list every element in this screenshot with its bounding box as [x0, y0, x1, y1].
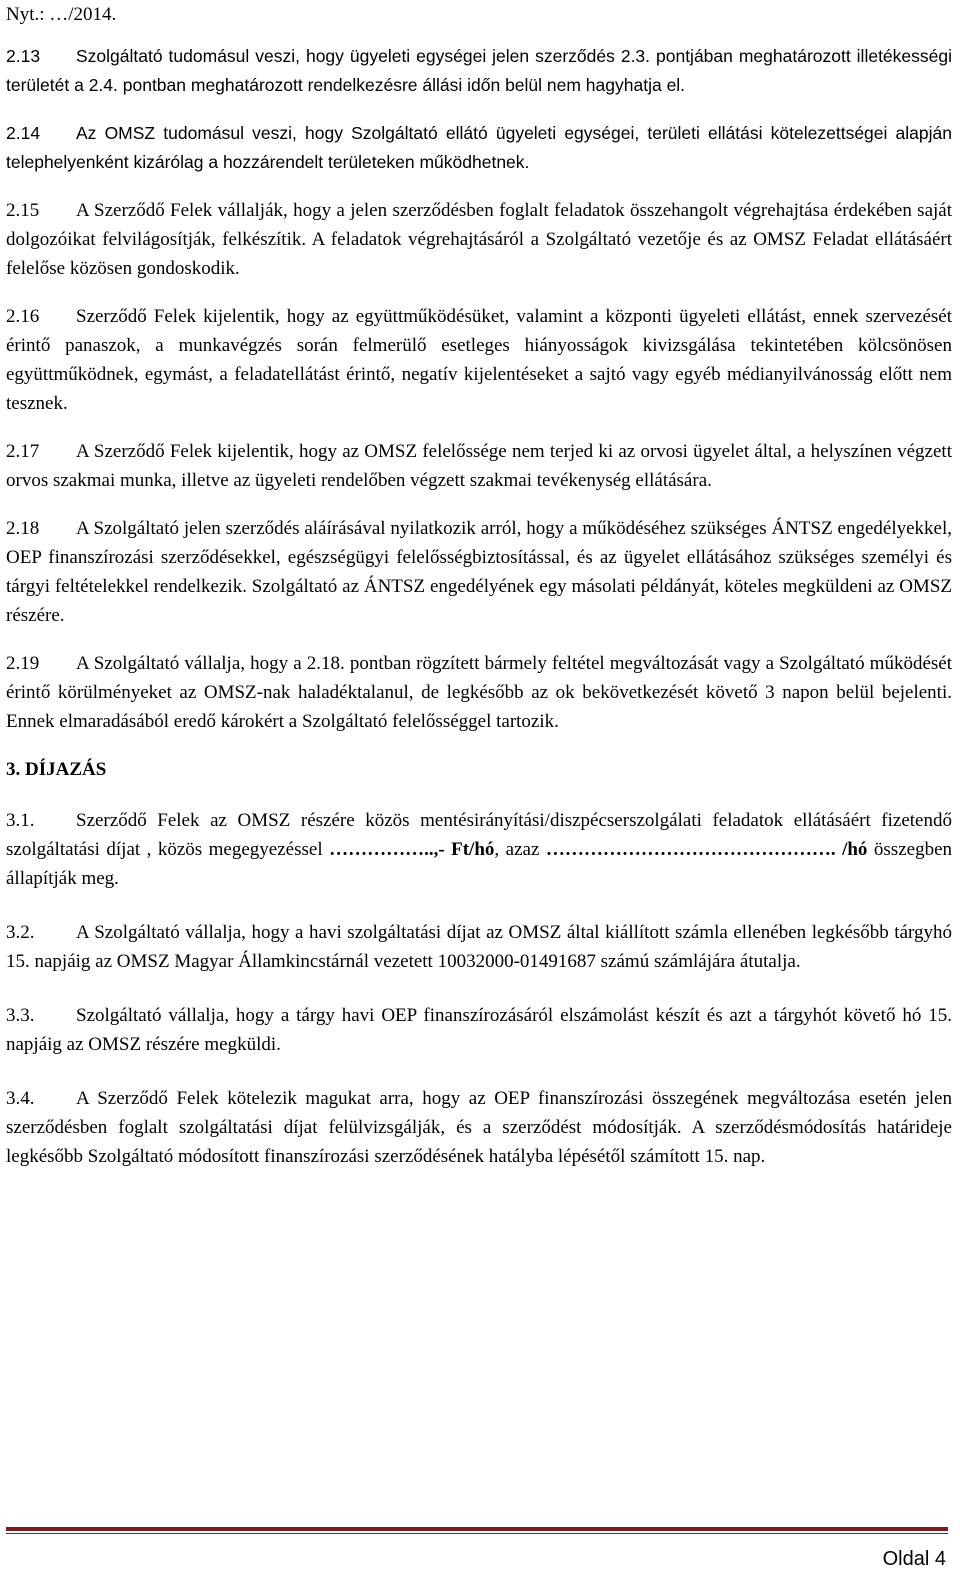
clause-text: A Szolgáltató vállalja, hogy a 2.18. pontban rögzített bármely feltétel megváltozását vagy a Szolgáltató működését érintő körülményeket az OMSZ-nak haladéktalanul, de legkésőbb az ok bekövetkezését követő 3 napon belül bejelenti. Ennek elmaradásából eredő károkért a Szolgáltató felelősséggel tartozik. — [6, 653, 952, 732]
clause-text: Szerződő Felek az OMSZ részére közös mentésirányítási/diszpécserszolgálati feladatok ellátásáért fizetendő szolgáltatási díjat , közös megegyezéssel — [6, 810, 952, 860]
clause-text: Szolgáltató tudomásul veszi, hogy ügyeleti egységei jelen szerződés 2.3. pontjában meghatározott illetékességi területét a 2.4. pontban meghatározott rendelkezésre állási időn belül nem hagyhatja el. — [6, 46, 952, 95]
clause-2-19 — [6, 649, 952, 736]
clause-3-1 — [6, 806, 952, 893]
section-title: 3. DÍJAZÁS — [6, 759, 107, 780]
fee-amount-blank: ……………..,- Ft/hó — [329, 839, 495, 860]
clause-text: , azaz — [494, 839, 546, 860]
clause-number: 2.18 — [6, 518, 40, 539]
clause-number: 3.4. — [6, 1088, 35, 1109]
footer-divider-thin — [6, 1533, 948, 1534]
clause-2-17 — [6, 437, 952, 495]
document-body — [6, 42, 952, 1196]
document-reference: Nyt.: …/2014. — [6, 4, 117, 25]
clause-number: 3.2. — [6, 922, 35, 943]
clause-number: 2.13 — [6, 46, 41, 66]
clause-3-3 — [6, 1001, 952, 1059]
clause-number: 2.17 — [6, 441, 40, 462]
clause-text: A Szerződő Felek kijelentik, hogy az OMSZ felelőssége nem terjed ki az orvosi ügyelet által, a helyszínen végzett orvos szakmai munka, illetve az ügyeleti rendelőben végzett szakmai tevékenység ellátására. — [6, 441, 952, 491]
clause-2-14 — [6, 119, 952, 177]
clause-number: 2.15 — [6, 200, 40, 221]
footer-divider — [6, 1527, 948, 1531]
clause-3-4 — [6, 1084, 952, 1171]
clause-2-18 — [6, 514, 952, 630]
clause-text: A Szolgáltató jelen szerződés aláírásával nyilatkozik arról, hogy a működéséhez szükséges ÁNTSZ engedélyekkel, OEP finanszírozási szerződésekkel, egészségügyi felelősségbiztosítással, és az ügyelet ellátásához szükséges személyi és tárgyi feltételekkel rendelkezik. Szolgáltató az ÁNTSZ engedélyének egy másolati példányát, köteles megküldeni az OMSZ részére. — [6, 518, 952, 626]
clause-number: 3.1. — [6, 810, 35, 831]
clause-2-13 — [6, 42, 952, 100]
clause-number: 2.19 — [6, 653, 40, 674]
fee-in-words-blank: ………………………………………. /hó — [545, 839, 868, 860]
clause-text: Az OMSZ tudomásul veszi, hogy Szolgáltató ellátó ügyeleti egységei, területi ellátási kötelezettségei alapján telephelyenként kizárólag a hozzárendelt területeken működhetnek. — [6, 123, 952, 172]
clause-number: 2.16 — [6, 306, 40, 327]
page-number: Oldal 4 — [882, 1548, 946, 1570]
clause-text: Szerződő Felek kijelentik, hogy az együttműködésüket, valamint a központi ügyeleti ellátást, ennek szervezését érintő panaszok, a munkavégzés során felmerülő esetleges hiányosságok kivizsgálása tekintetében kölcsönösen együttműködnek, egymást, a feladatellátást érintő, negatív kijelentéseket a sajtó vagy egyéb médianyilvánosság előtt nem tesznek. — [6, 306, 952, 414]
clause-2-15 — [6, 196, 952, 283]
clause-3-2 — [6, 918, 952, 976]
clause-text: A Szerződő Felek kötelezik magukat arra, hogy az OEP finanszírozási összegének megváltozása esetén jelen szerződésben foglalt szolgáltatási díjat felülvizsgálják, és a szerződést módosítják. A szerződésmódosítás határideje legkésőbb Szolgáltató módosított finanszírozási szerződésének hatályba lépésétől számított 15. nap. — [6, 1088, 952, 1167]
clause-text: A Szolgáltató vállalja, hogy a havi szolgáltatási díjat az OMSZ által kiállított számla ellenében legkésőbb tárgyhó 15. napjáig az OMSZ Magyar Államkincstárnál vezetett 10032000-01491687 számú számlájára átutalja. — [6, 922, 952, 972]
clause-number: 3.3. — [6, 1005, 35, 1026]
clause-text: A Szerződő Felek vállalják, hogy a jelen szerződésben foglalt feladatok összehangolt végrehajtása érdekében saját dolgozóikat felvilágosítják, felkészítik. A feladatok végrehajtásáról a Szolgáltató vezetője és az OMSZ Feladat ellátásáért felelőse közösen gondoskodik. — [6, 200, 952, 279]
clause-2-16 — [6, 302, 952, 418]
clause-number: 2.14 — [6, 123, 41, 143]
clause-text: Szolgáltató vállalja, hogy a tárgy havi OEP finanszírozásáról elszámolást készít és azt a tárgyhót követő hó 15. napjáig az OMSZ részére megküldi. — [6, 1005, 952, 1055]
clause-text: összegben állapítják meg. — [6, 839, 952, 889]
